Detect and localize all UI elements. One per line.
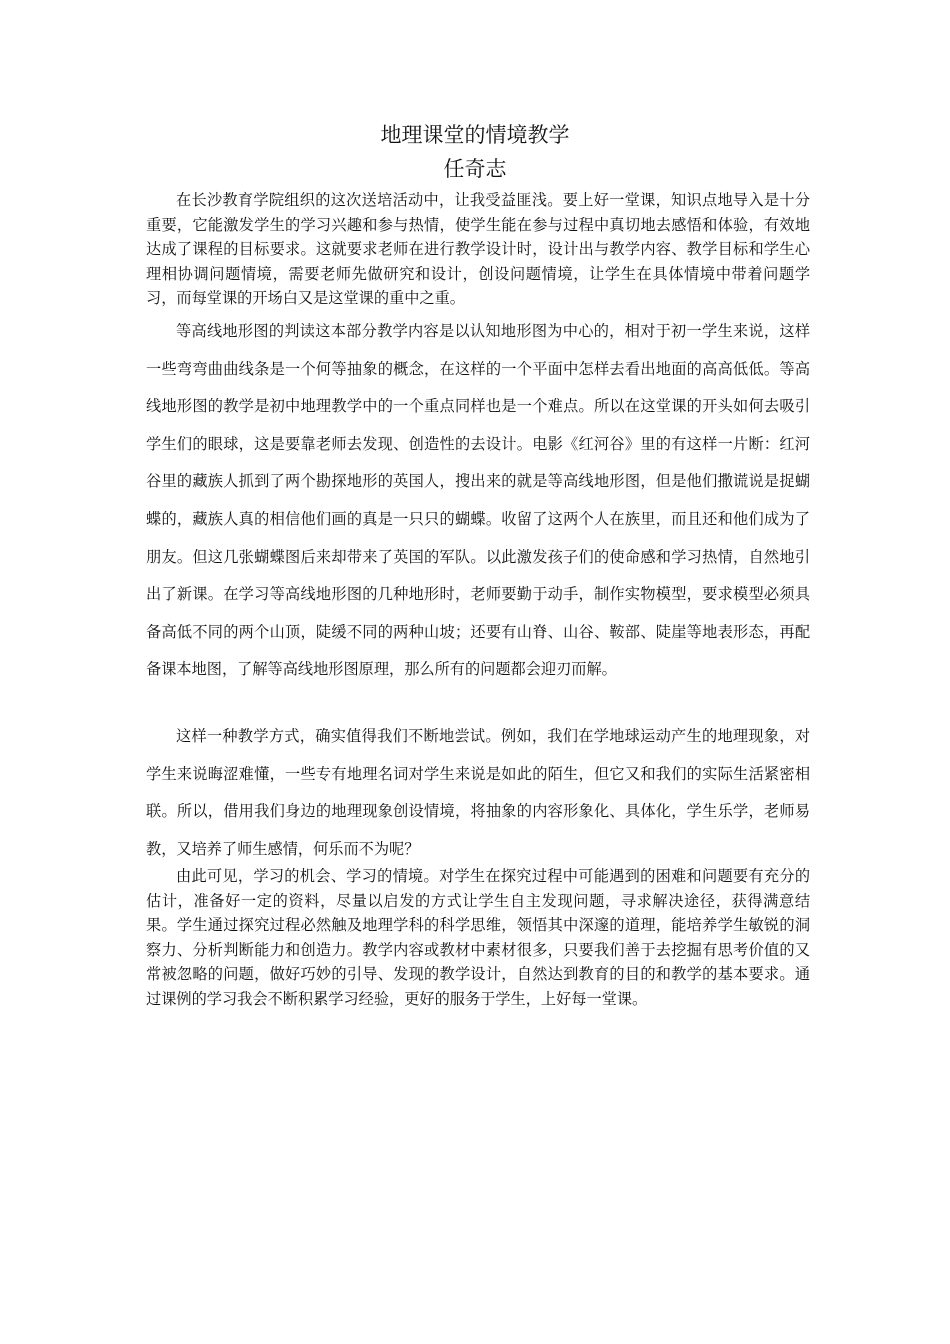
paragraph-conclusion: 由此可见，学习的机会、学习的情境。对学生在探究过程中可能遇到的困难和问题要有充分的估计，准备好一定的资料，尽量以启发的方式让学生自主发现问题，寻求解决途径，获得满意结果。学生通过探究过程必然触及地理学科的科学思维，领悟其中深邃的道理，能培养学生敏锐的洞察力、分析判断能力和创造力。教学内容或教材中素材很多，只要我们善于去挖掘有思考价值的又常被忽略的问题，做好巧妙的引导、发现的教学设计，自然达到教育的目的和教学的基本要求。通过课例的学习我会不断积累学习经验，更好的服务于学生，上好每一堂课。: [146, 867, 810, 1008]
paragraph-teaching-method: 这样一种教学方式，确实值得我们不断地尝试。例如，我们在学地球运动产生的地理现象，对学生来说晦涩难懂，一些专有地理名词对学生来说是如此的陌生，但它又和我们的实际生活紧密相联。所以，借用我们身边的地理现象创设情境，将抽象的内容形象化、具体化，学生乐学，老师易教，又培养了师生感情，何乐而不为呢？: [146, 727, 810, 858]
document-author: 任奇志: [443, 157, 507, 181]
document-title: 地理课堂的情境教学: [380, 123, 570, 147]
paragraph-contour-map: 等高线地形图的判读这本部分教学内容是以认知地形图为中心的，相对于初一学生来说，这样一些弯弯曲曲线条是一个何等抽象的概念，在这样的一个平面中怎样去看出地面的高高低低。等高线地形图的教学是初中地理教学中的一个重点同样也是一个难点。所以在这堂课的开头如何去吸引学生们的眼球，这是要靠老师去发现、创造性的去设计。电影《红河谷》里的有这样一片断：红河谷里的藏族人抓到了两个勘探地形的英国人，搜出来的就是等高线地形图，但是他们撒谎说是捉蝴蝶的，藏族人真的相信他们画的真是一只只的蝴蝶。收留了这两个人在族里，而且还和他们成为了朋友。但这几张蝴蝶图后来却带来了英国的军队。以此激发孩子们的使命感和学习热情，自然地引出了新课。在学习等高线地形图的几种地形时，老师要勤于动手，制作实物模型，要求模型必须具备高低不同的两个山顶，陡缓不同的两种山坡；还要有山脊、山谷、鞍部、陡崖等地表形态，再配备课本地图，了解等高线地形图原理，那么所有的问题都会迎刃而解。: [146, 322, 810, 679]
paragraph-intro: 在长沙教育学院组织的这次送培活动中，让我受益匪浅。要上好一堂课，知识点地导入是十分重要，它能激发学生的学习兴趣和参与热情，使学生能在参与过程中真切地去感悟和体验，有效地达成了课程的目标要求。这就要求老师在进行教学设计时，设计出与教学内容、教学目标和学生心理相协调问题情境，需要老师先做研究和设计，创设问题情境，让学生在具体情境中带着问题学习，而每堂课的开场白又是这堂课的重中之重。: [146, 191, 810, 307]
